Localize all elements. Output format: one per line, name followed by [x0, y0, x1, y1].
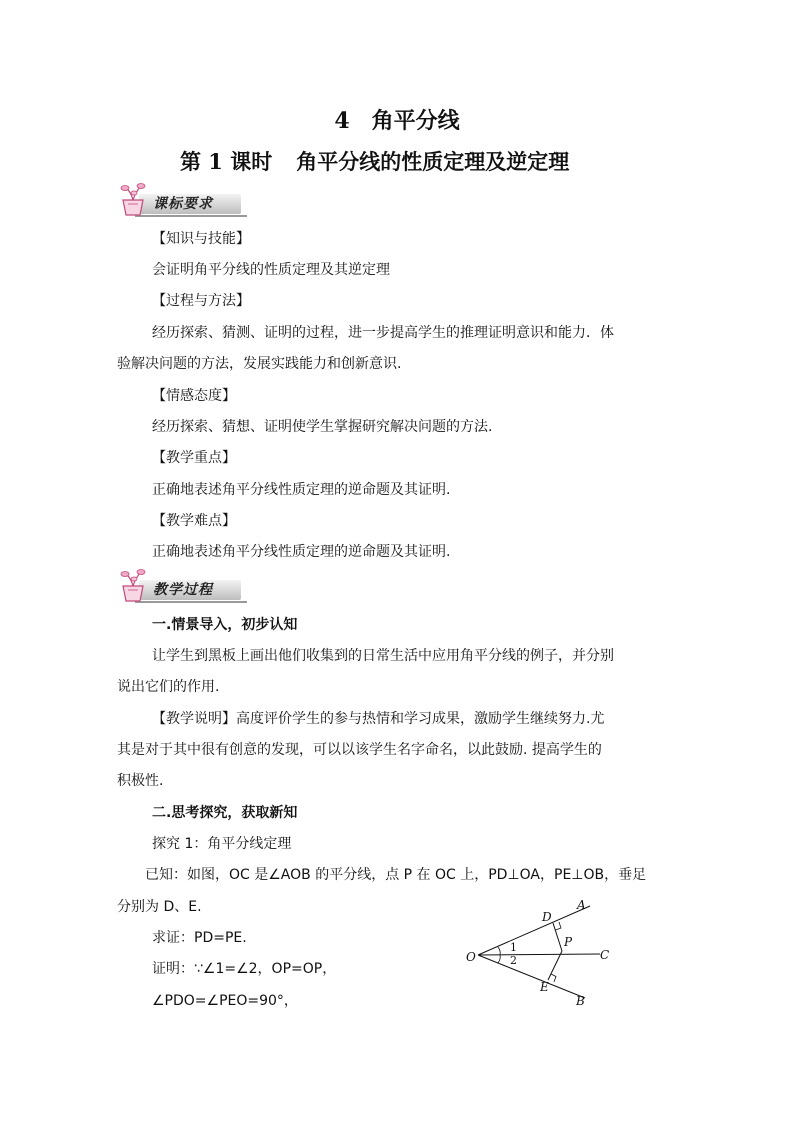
lesson-subtitle	[180, 146, 569, 176]
teaching-note-2: 其是对于其中很有创意的发现，可以以该学生名字命名，以此鼓励. 提高学生的	[117, 742, 602, 758]
teaching-note-1: 【教学说明】高度评价学生的参与热情和学习成果，激励学生继续努力.尤	[152, 711, 605, 727]
explore-1-title: 探究 1：角平分线定理	[152, 836, 292, 852]
part1-title: 一.情景导入，初步认知	[152, 617, 298, 633]
heading-difficulty: 【教学难点】	[152, 513, 236, 529]
right-angle-mark-e	[551, 974, 556, 982]
flower-pot-icon	[117, 568, 151, 604]
proof-line-2: ∠PDO=∠PEO=90°，	[152, 993, 298, 1009]
ray-oc	[478, 954, 600, 955]
angle-arc-2	[498, 955, 500, 963]
given-line-2: 分别为 D、E.	[117, 899, 202, 915]
text-knowledge: 会证明角平分线的性质定理及其逆定理	[152, 262, 390, 278]
subtitle-text: 角平分线的性质定理及逆定理	[296, 149, 570, 174]
given-line-1: 已知：如图，OC 是∠AOB 的平分线，点 P 在 OC 上，PD⊥OA，PE⊥OB，垂足	[145, 867, 647, 883]
section-banner-process	[117, 568, 241, 604]
label-point-e: E	[540, 980, 549, 994]
right-angle-mark-d	[556, 922, 562, 930]
label-point-o: O	[466, 950, 476, 964]
part1-para-2: 说出它们的作用.	[117, 679, 220, 695]
label-angle-2: 2	[510, 954, 517, 967]
prove-statement: 求证：PD=PE.	[152, 930, 247, 946]
heading-attitude: 【情感态度】	[152, 388, 236, 404]
banner-label: 课标要求	[153, 196, 213, 212]
period-label: 第 1 课时	[180, 149, 273, 174]
lesson-title: 4 角平分线	[334, 108, 460, 134]
text-attitude: 经历探索、猜想、证明使学生掌握研究解决问题的方法.	[152, 419, 493, 435]
text-method-2: 验解决问题的方法，发展实践能力和创新意识.	[117, 356, 402, 372]
heading-knowledge: 【知识与技能】	[152, 231, 250, 247]
heading-method: 【过程与方法】	[152, 293, 250, 309]
flower-pot-icon	[117, 182, 151, 218]
label-point-d: D	[542, 910, 552, 924]
label-point-a: A	[577, 898, 586, 912]
heading-key: 【教学重点】	[152, 450, 236, 466]
label-point-c: C	[600, 948, 610, 962]
label-point-b: B	[576, 994, 585, 1008]
section-banner-requirements	[117, 182, 241, 218]
part1-para-1: 让学生到黑板上画出他们收集到的日常生活中应用角平分线的例子，并分别	[152, 648, 614, 664]
ray-oa	[478, 906, 590, 955]
angle-arc-1	[498, 947, 500, 955]
text-key: 正确地表述角平分线性质定理的逆命题及其证明.	[152, 482, 451, 498]
angle-bisector-figure	[460, 893, 620, 1013]
label-point-p: P	[564, 935, 573, 949]
teaching-note-3: 积极性.	[117, 773, 164, 789]
text-difficulty: 正确地表述角平分线性质定理的逆命题及其证明.	[152, 544, 451, 560]
label-angle-1: 1	[510, 941, 517, 954]
ray-ob	[478, 955, 585, 998]
banner-label: 教学过程	[153, 582, 213, 598]
text-method-1: 经历探索、猜测、证明的过程，进一步提高学生的推理证明意识和能力．体	[152, 325, 614, 341]
proof-line-1: 证明：∵∠1=∠2，OP=OP，	[152, 961, 337, 977]
part2-title: 二.思考探究，获取新知	[152, 805, 298, 821]
